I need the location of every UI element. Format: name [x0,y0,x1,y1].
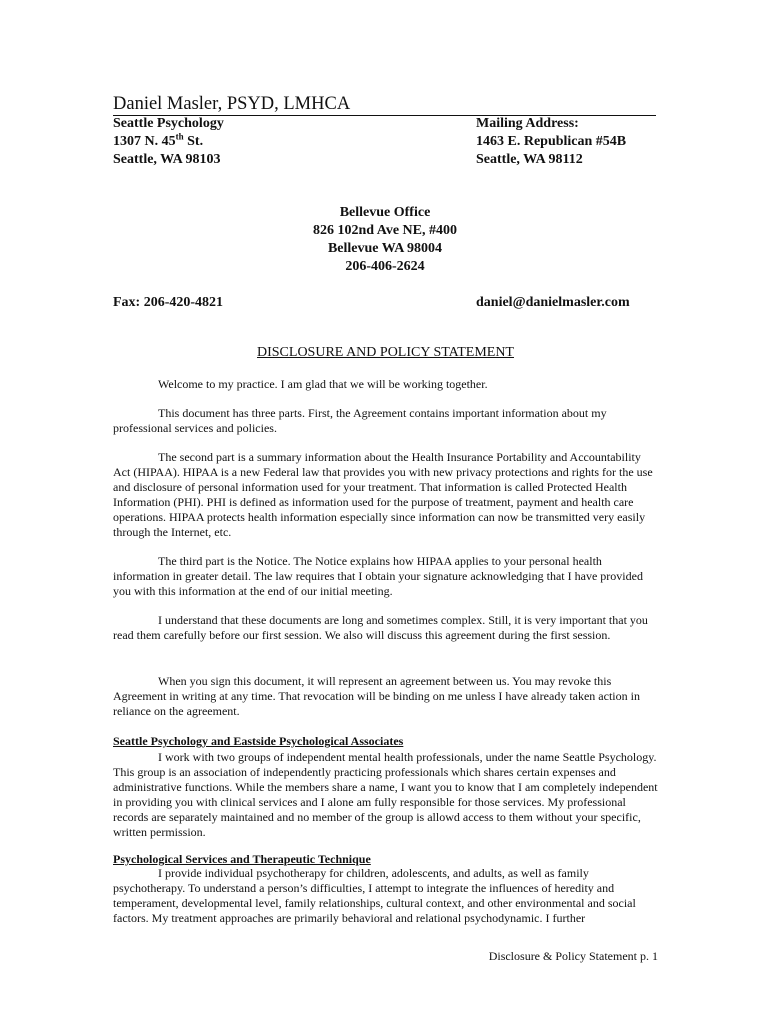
section-text-psychological-services: I provide individual psychotherapy for children, adolescents, and adults, as well as family psychotherapy. To understand a person’s difficulties, I attempt to integrate the influences of heredity and temperament, developmental level, family relationships, cultural context, and other environmental and social factors. My treatment approaches are primarily behavioral and relational psychodynamic. I further [113,866,636,925]
section-heading-psychological-services: Psychological Services and Therapeutic Technique [113,852,371,866]
section-heading-seattle-psychology: Seattle Psychology and Eastside Psychological Associates [113,734,404,748]
paragraph-hipaa-summary: The second part is a summary information about the Health Insurance Portability and Accountability Act (HIPAA). HIPAA is a new Federal law that provides you with new privacy protections and rights for the use and disclosure of personal information used for your treatment. That information is called Protected Health Information (PHI). PHI is defined as information used for the purpose of treatment, payment and health care operations. HIPAA protects health information especially since information can now be transmitted very easily through the Internet, etc. [113,450,653,539]
author-name: Daniel Masler, PSYD, LMHCA [113,94,656,116]
paragraph-welcome: Welcome to my practice. I am glad that we will be working together. [158,377,488,391]
email-address: daniel@danielmasler.com [476,295,630,310]
practice-street: 1307 N. 45th St. [113,131,204,149]
bellevue-street: 826 102nd Ave NE, #400 [312,223,458,238]
paragraph-understanding: I understand that these documents are long and sometimes complex. Still, it is very important that you read them carefully before our first session. We also will discuss this agreement during the first session. [113,613,648,642]
document-title: DISCLOSURE AND POLICY STATEMENT [257,345,514,360]
paragraph-agreement: When you sign this document, it will represent an agreement between us. You may revoke this Agreement in writing at any time. That revocation will be binding on me unless I have already taken action in reliance on the agreement. [113,674,640,718]
practice-city: Seattle, WA 98103 [113,152,221,167]
fax-number: Fax: 206-420-4821 [113,295,224,310]
bellevue-phone: 206-406-2624 [345,259,425,274]
mailing-city: Seattle, WA 98112 [476,152,583,167]
page-footer: Disclosure & Policy Statement p. 1 [488,949,658,963]
paragraph-notice: The third part is the Notice. The Notice explains how HIPAA applies to your personal health information in greater detail. The law requires that I obtain your signature acknowledging that I have provided you with this information at the end of our initial meeting. [113,554,643,598]
mailing-label: Mailing Address: [476,116,579,131]
paragraph-three-parts: This document has three parts. First, the Agreement contains important information about my professional services and policies. [113,406,607,435]
bellevue-title: Bellevue Office [339,205,431,220]
practice-name: Seattle Psychology [113,116,224,131]
bellevue-city: Bellevue WA 98004 [327,241,443,256]
section-text-seattle-psychology: I work with two groups of independent mental health professionals, under the name Seattle Psychology. This group is an association of independently practicing professionals which shares certain expenses and administrative functions. While the members share a name, I want you to know that I am completely independent in providing you with clinical services and I alone am fully responsible for those services. My professional records are separately maintained and no member of the group is allowd access to them without your specific, written permission. [113,750,658,839]
mailing-street: 1463 E. Republican #54B [476,134,627,149]
